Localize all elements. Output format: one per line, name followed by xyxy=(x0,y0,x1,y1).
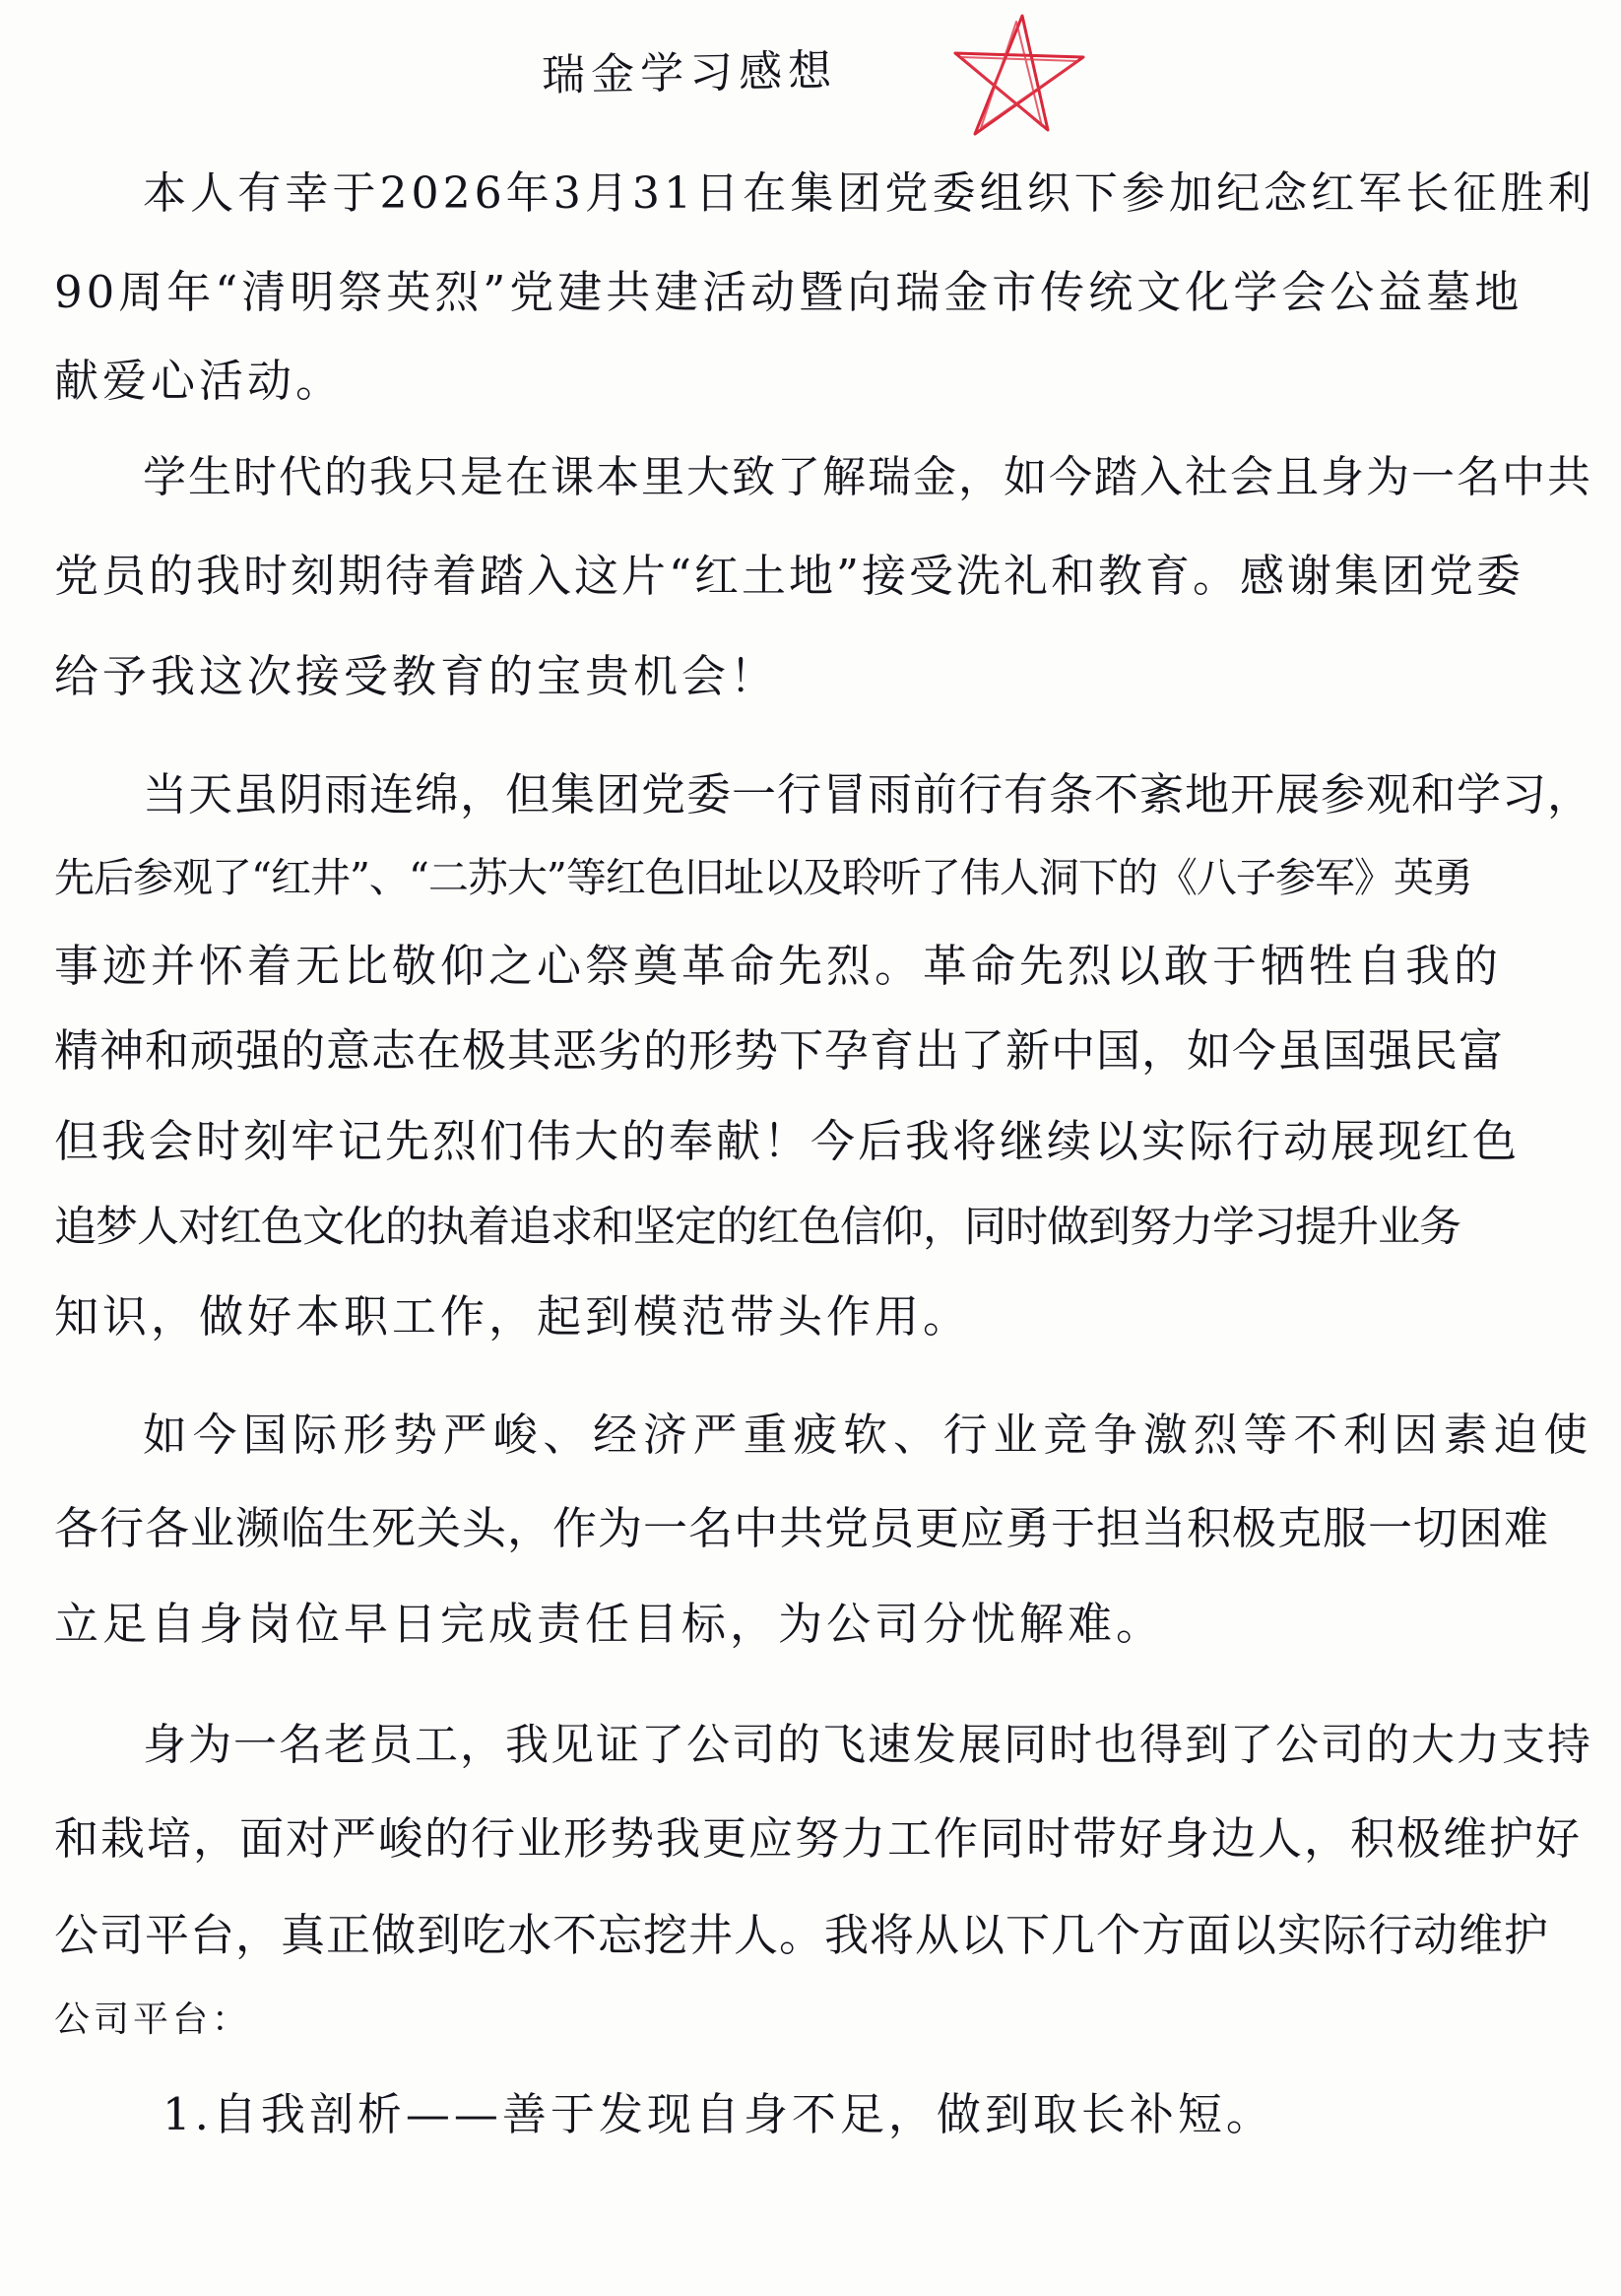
paragraph-line: 90周年“清明祭英烈”党建共建活动暨向瑞金市传统文化学会公益墓地 xyxy=(54,266,1524,318)
paragraph-line: 给予我这次接受教育的宝贵机会！ xyxy=(54,650,779,702)
paragraph-line: 公司平台，真正做到吃水不忘挖井人。我将从以下几个方面以实际行动维护 xyxy=(54,1909,1550,1961)
paragraph-line: 先后参观了“红井”、“二苏大”等红色旧址以及聆听了伟人洞下的《八子参军》英勇 xyxy=(54,854,1472,901)
red-star-mark xyxy=(945,10,1093,148)
paragraph-line: 当天虽阴雨连绵，但集团党委一行冒雨前行有条不紊地开展参观和学习， xyxy=(143,768,1593,820)
paragraph-line: 如今国际形势严峻、经济严重疲软、行业竞争激烈等不利因素迫使 xyxy=(143,1409,1594,1461)
paragraph-line: 事迹并怀着无比敬仰之心祭奠革命先烈。革命先烈以敢于牺牲自我的 xyxy=(54,940,1503,992)
paragraph-line: 追梦人对红色文化的执着追求和坚定的红色信仰，同时做到努力学习提升业务 xyxy=(54,1203,1460,1252)
paragraph-line: 本人有幸于2026年3月31日在集团党委组织下参加纪念红军长征胜利 xyxy=(143,168,1595,219)
document-title: 瑞金学习感想 xyxy=(541,45,838,101)
paragraph-line: 精神和顽强的意志在极其恶劣的形势下孕育出了新中国，如今虽国强民富 xyxy=(54,1024,1505,1077)
paragraph-line: 各行各业濒临生死关头，作为一名中共党员更应勇于担当积极克服一切困难 xyxy=(54,1502,1550,1554)
paragraph-line: 立足自身岗位早日完成责任目标，为公司分忧解难。 xyxy=(54,1598,1165,1650)
paragraph-line: 公司平台： xyxy=(54,2000,252,2040)
paragraph-line: 知识，做好本职工作，起到模范带头作用。 xyxy=(54,1290,972,1343)
paragraph-line: 党员的我时刻期待着踏入这片“红土地”接受洗礼和教育。感谢集团党委 xyxy=(54,550,1524,602)
paragraph-line: 和栽培，面对严峻的行业形势我更应努力工作同时带好身边人，积极维护好 xyxy=(54,1812,1583,1865)
paragraph-line: 献爱心活动。 xyxy=(54,355,345,407)
paragraph-line: 学生时代的我只是在课本里大致了解瑞金，如今踏入社会且身为一名中共 xyxy=(143,452,1592,502)
list-item: 1.自我剖析——善于发现自身不足，做到取长补短。 xyxy=(162,2088,1274,2140)
paragraph-line: 但我会时刻牢记先烈们伟大的奉献！今后我将继续以实际行动展现红色 xyxy=(54,1115,1521,1167)
paragraph-line: 身为一名老员工，我见证了公司的飞速发展同时也得到了公司的大力支持 xyxy=(143,1720,1592,1770)
